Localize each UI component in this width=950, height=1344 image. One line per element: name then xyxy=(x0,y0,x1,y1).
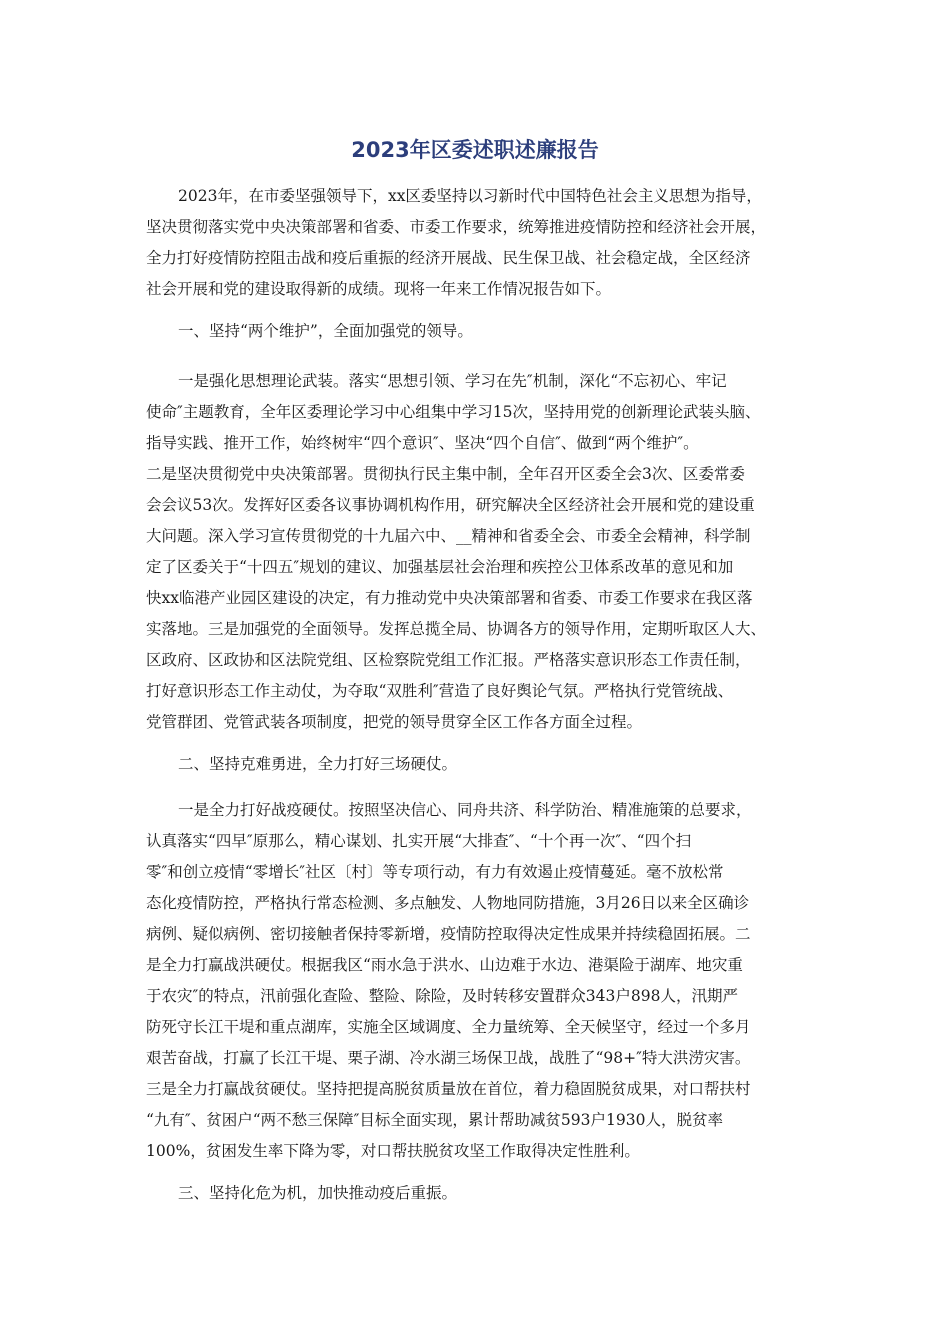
paragraph-line: 区政府、区政协和区法院党组、区检察院党组工作汇报。严格落实意识形态工作责任制， xyxy=(146,651,751,669)
section-heading: 三、坚持化危为机，加快推动疫后重振。 xyxy=(178,1184,458,1202)
paragraph-line: 党管群团、党管武装各项制度，把党的领导贯穿全区工作各方面全过程。 xyxy=(146,713,643,731)
paragraph-line: 是全力打赢战洪硬仗。根据我区“雨水急于洪水、山边难于水边、港渠险于湖库、地灾重 xyxy=(146,956,743,974)
paragraph-line: 打好意识形态工作主动仗，为夺取“双胜利″营造了良好舆论气氛。严格执行党管统战、 xyxy=(146,682,734,700)
paragraph-line: 使命″主题教育，全年区委理论学习中心组集中学习15次，坚持用党的创新理论武装头脑、 xyxy=(146,403,761,421)
paragraph-line: 一是强化思想理论武装。落实“思想引领、学习在先″机制，深化“不忘初心、牢记 xyxy=(178,372,727,390)
paragraph-line: 100%，贫困发生率下降为零，对口帮扶脱贫攻坚工作取得决定性胜利。 xyxy=(146,1142,640,1160)
paragraph-line: 一是全力打好战疫硬仗。按照坚决信心、同舟共济、科学防治、精准施策的总要求， xyxy=(178,801,752,819)
paragraph-line: 防死守长江干堤和重点湖库，实施全区域调度、全力量统筹、全天候坚守，经过一个多月 xyxy=(146,1018,751,1036)
paragraph-line: 社会开展和党的建设取得新的成绩。现将一年来工作情况报告如下。 xyxy=(146,280,612,298)
paragraph-line: 全力打好疫情防控阻击战和疫后重振的经济开展战、民生保卫战、社会稳定战，全区经济 xyxy=(146,249,751,267)
document-title: 2023年区委述职述廉报告 xyxy=(351,138,599,162)
paragraph-line: 坚决贯彻落实党中央决策部署和省委、市委工作要求，统筹推进疫情防控和经济社会开展， xyxy=(146,218,767,236)
paragraph-line: “九有″、贫困户“两不愁三保障″目标全面实现，累计帮助减贫593户1930人，脱贫率 xyxy=(146,1111,723,1129)
paragraph-line: 零″和创立疫情“零增长″社区〔村〕等专项行动，有力有效遏止疫情蔓延。毫不放松常 xyxy=(146,863,724,881)
paragraph-line: 会会议53次。发挥好区委各议事协调机构作用，研究解决全区经济社会开展和党的建设重 xyxy=(146,496,755,514)
paragraph-line: 病例、疑似病例、密切接触者保持零新增，疫情防控取得决定性成果并持续稳固拓展。二 xyxy=(146,925,751,943)
paragraph-line: 2023年，在市委坚强领导下，xx区委坚持以习新时代中国特色社会主义思想为指导， xyxy=(178,187,762,205)
section-heading: 一、坚持“两个维护”，全面加强党的领导。 xyxy=(178,322,473,340)
paragraph-line: 指导实践、推开工作，始终树牢“四个意识″、坚决“四个自信″、做到“两个维护″。 xyxy=(146,434,699,452)
paragraph-line: 认真落实“四早″原那么，精心谋划、扎实开展“大排查″、“十个再一次″、“四个扫 xyxy=(146,832,692,850)
paragraph-line: 定了区委关于“十四五″规划的建议、加强基层社会治理和疾控公卫体系改革的意见和加 xyxy=(146,558,734,576)
paragraph-line: 二是坚决贯彻党中央决策部署。贯彻执行民主集中制，全年召开区委全会3次、区委常委 xyxy=(146,465,745,483)
section-heading: 二、坚持克难勇进，全力打好三场硬仗。 xyxy=(178,755,458,773)
paragraph-line: 态化疫情防控，严格执行常态检测、多点触发、人物地同防措施，3月26日以来全区确诊 xyxy=(146,894,750,912)
paragraph-line: 三是全力打赢战贫硬仗。坚持把提高脱贫质量放在首位，着力稳固脱贫成果，对口帮扶村 xyxy=(146,1080,751,1098)
paragraph-line: 艰苦奋战，打赢了长江干堤、栗子湖、冷水湖三场保卫战，战胜了“98+″特大洪涝灾害。 xyxy=(146,1049,751,1067)
paragraph-line: 大问题。深入学习宣传贯彻党的十九届六中、__精神和省委全会、市委全会精神，科学制 xyxy=(146,527,751,545)
paragraph-line: 实落地。三是加强党的全面领导。发挥总揽全局、协调各方的领导作用，定期听取区人大、 xyxy=(146,620,767,638)
paragraph-line: 于农灾″的特点，汛前强化查险、整险、除险，及时转移安置群众343户898人，汛期严 xyxy=(146,987,738,1005)
paragraph-line: 快xx临港产业园区建设的决定，有力推动党中央决策部署和省委、市委工作要求在我区落 xyxy=(146,589,753,607)
